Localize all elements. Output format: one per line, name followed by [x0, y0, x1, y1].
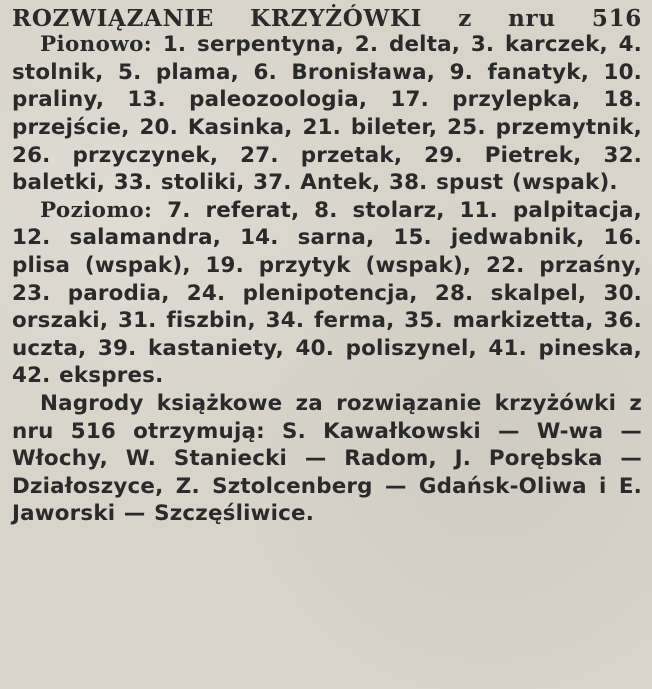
poziomo-section: [12, 197, 651, 390]
article-title: ROZWIĄZANIE KRZYŻÓWKI z nru 516: [12, 5, 642, 32]
poziomo-answers: 7. referat, 8. stolarz, 11. palpitacja, 12. salamandra, 14. sarna, 15. jedwabnik, 16. plisa (wspak), 19. przytyk (wspak), 22. przaśny, 23. parodia, 24. plenipotencja, 28. skalpel, 30. orszaki, 31. fiszbin, 34. ferma, 35. markizetta, 36. uczta, 39. kastaniety, 40. poliszynel, 41. pineska, 42. ekspres.: [12, 197, 651, 389]
pionowo-answers: 1. serpentyna, 2. delta, 3. karczek, 4. stolnik, 5. plama, 6. Bronisława, 9. fanatyk, 10. praliny, 13. paleozoologia, 17. przylepka, 18. przejście, 20. Kasinka, 21. bileter, 25. przemytnik, 26. przyczynek, 27. przetak, 29. Pietrek, 32. baletki, 33. stoliki, 37. Antek, 38. spust (wspak).: [12, 32, 651, 196]
prize-winners-section: Nagrody książkowe za rozwiązanie krzyżówki z nru 516 otrzymują: S. Kawałkowski — W-wa — Włochy, W. Staniecki — Radom, J. Porębska — Działoszyce, Z. Sztolcenberg — Gdańsk-Oliwa i E. Jaworski — Szczęśliwice.: [12, 391, 642, 527]
poziomo-label: Poziomo:: [40, 197, 153, 223]
pionowo-section: [12, 31, 651, 197]
pionowo-label: Pionowo:: [40, 32, 153, 58]
